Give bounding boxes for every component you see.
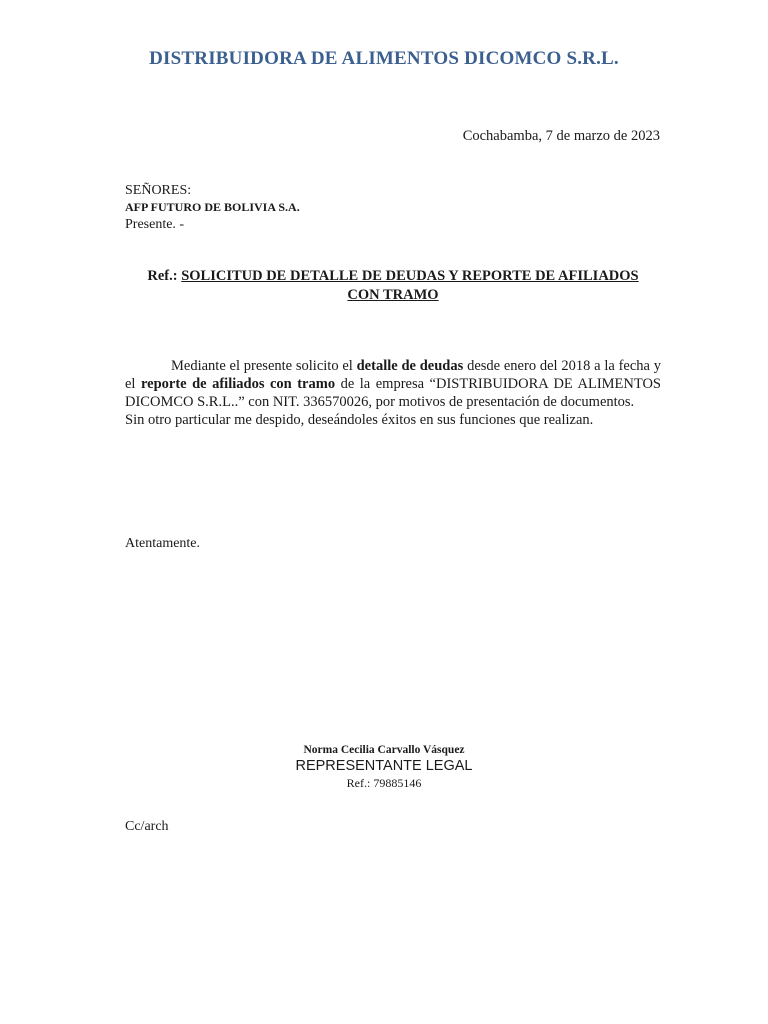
body-emphasis-affiliates-report: reporte de afiliados con tramo: [140, 376, 336, 392]
body-text-segment: desde enero del 2018 a la fecha y el: [125, 358, 662, 392]
addressee-block: [125, 182, 300, 233]
presente-line: Presente. -: [125, 217, 185, 232]
closing-line: Atentamente.: [125, 536, 201, 551]
reference-subject-line2: CON TRAMO: [347, 287, 439, 303]
signatory-name: Norma Cecilia Carvallo Vásquez: [303, 744, 465, 756]
cc-line: Cc/arch: [125, 819, 169, 834]
reference-subject-line1: SOLICITUD DE DETALLE DE DEUDAS Y REPORTE DE AFILIADOS: [181, 268, 639, 284]
salutation: SEÑORES:: [125, 183, 192, 198]
body-text-segment: de la empresa “DISTRIBUIDORA DE ALIMENTOS DICOMCO S.R.L..” con NIT. 336570026, por motivos de presentación de documentos.: [125, 376, 661, 410]
company-title: DISTRIBUIDORA DE ALIMENTOS DICOMCO S.R.L.: [149, 48, 619, 69]
date-line: Cochabamba, 7 de marzo de 2023: [462, 128, 660, 144]
signatory-role: REPRESENTANTE LEGAL: [295, 758, 473, 774]
reference-block: [125, 267, 661, 305]
body-text-segment: Mediante el presente solicito el: [171, 358, 357, 374]
body-paragraph-2: Sin otro particular me despido, deseándoles éxitos en sus funciones que realizan.: [125, 412, 594, 428]
body-paragraph-1: [125, 357, 661, 411]
body-emphasis-debt-detail: detalle de deudas: [356, 358, 464, 374]
reference-label: Ref.:: [147, 268, 178, 284]
letter-body: [125, 357, 661, 429]
signatory-ref: Ref.: 79885146: [346, 776, 422, 790]
addressee-organization: AFP FUTURO DE BOLIVIA S.A.: [125, 200, 300, 214]
signature-block: [0, 743, 768, 790]
